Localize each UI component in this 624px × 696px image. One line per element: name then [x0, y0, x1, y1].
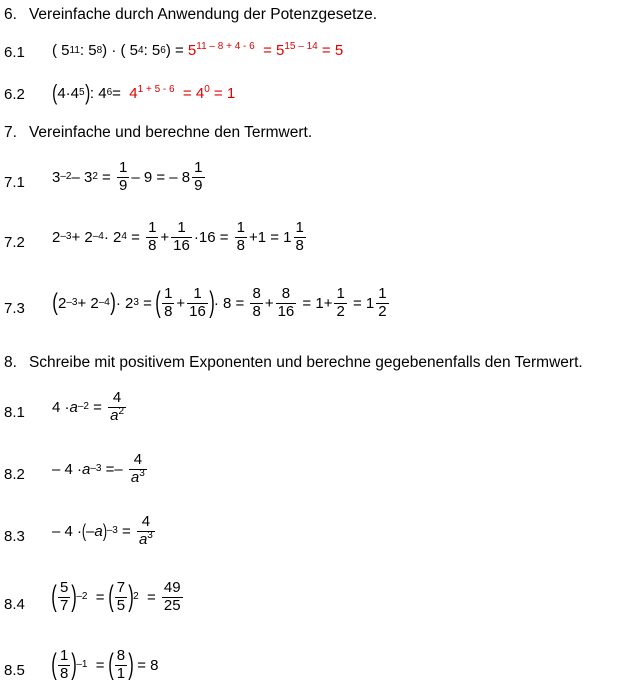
equation-7-2: 2 –3 + 2 –4 · 2 4 = $\frac{1}{8}$ + $\frac{1}{16}$ ·16 = $\frac{1}{8}$ +1 = 1 $\frac{1}{8}$: [52, 219, 304, 254]
equation-7-1: 3 –2 – 3 2 = $\frac{1}{9}$ – 9 = – 8 $\frac{1}{9}$: [52, 159, 203, 194]
section-title: Schreibe mit positivem Exponenten und berechne gegebenenfalls den Termwert.: [28, 354, 583, 371]
section-8-heading: [4, 354, 583, 372]
item-number: 7.3: [4, 300, 25, 317]
equation-8-3: – 4 · ( – a ) –3 = $\frac{4}{a^3}$: [52, 513, 153, 548]
item-number: 8.3: [4, 528, 25, 545]
section-title: Vereinfache durch Anwendung der Potenzgesetze.: [28, 6, 378, 23]
item-number: 6.1: [4, 44, 25, 61]
equation-8-5: ( $\frac{1}{8}$ ) –1 = ( $\frac{8}{1}$ ) = 8: [51, 647, 159, 682]
item-number: 8.1: [4, 404, 25, 421]
equation-6-1: ( 5 11 : 5 8 ) · ( 5 4 : 5 6 ) = $5^{11 - 8 + 4 - 6}$ = $5^{15 - 14} = 5$: [52, 41, 344, 59]
section-number: 7.: [4, 124, 17, 141]
section-6-heading: [4, 6, 377, 24]
equation-7-3: ( 2 –3 + 2 –4 ) · 2 3 = ( $\frac{1}{8}$ + $\frac{1}{16}$ ) · 8 = $\frac{8}{8}$ + $\frac{8}{16}$ = 1+ $\frac{1}{2}$ = 1 $\frac{1}{2}$: [52, 285, 387, 320]
section-number: 6.: [4, 6, 17, 23]
section-number: 8.: [4, 354, 17, 371]
section-title: Vereinfache und berechne den Termwert.: [28, 124, 313, 141]
item-number: 7.2: [4, 234, 25, 251]
item-number: 8.5: [4, 662, 25, 679]
item-number: 6.2: [4, 86, 25, 103]
item-number: 8.2: [4, 466, 25, 483]
item-number: 7.1: [4, 174, 25, 191]
item-number: 8.4: [4, 596, 25, 613]
equation-8-1: 4 · a –2 = $\frac{4}{a^2}$: [52, 389, 124, 424]
equation-6-2: ( 4·4 5 ) : 4 6 = $4^{1 + 5 - 6}$ = $4^0 = 1$: [52, 80, 236, 105]
equation-8-4: ( $\frac{5}{7}$ ) –2 = ( $\frac{7}{5}$ ) 2 = $\frac{49}{25}$: [51, 579, 181, 614]
section-7-heading: [4, 124, 312, 142]
equation-8-2: – 4 · a –3 =– $\frac{4}{a^3}$: [52, 451, 145, 486]
